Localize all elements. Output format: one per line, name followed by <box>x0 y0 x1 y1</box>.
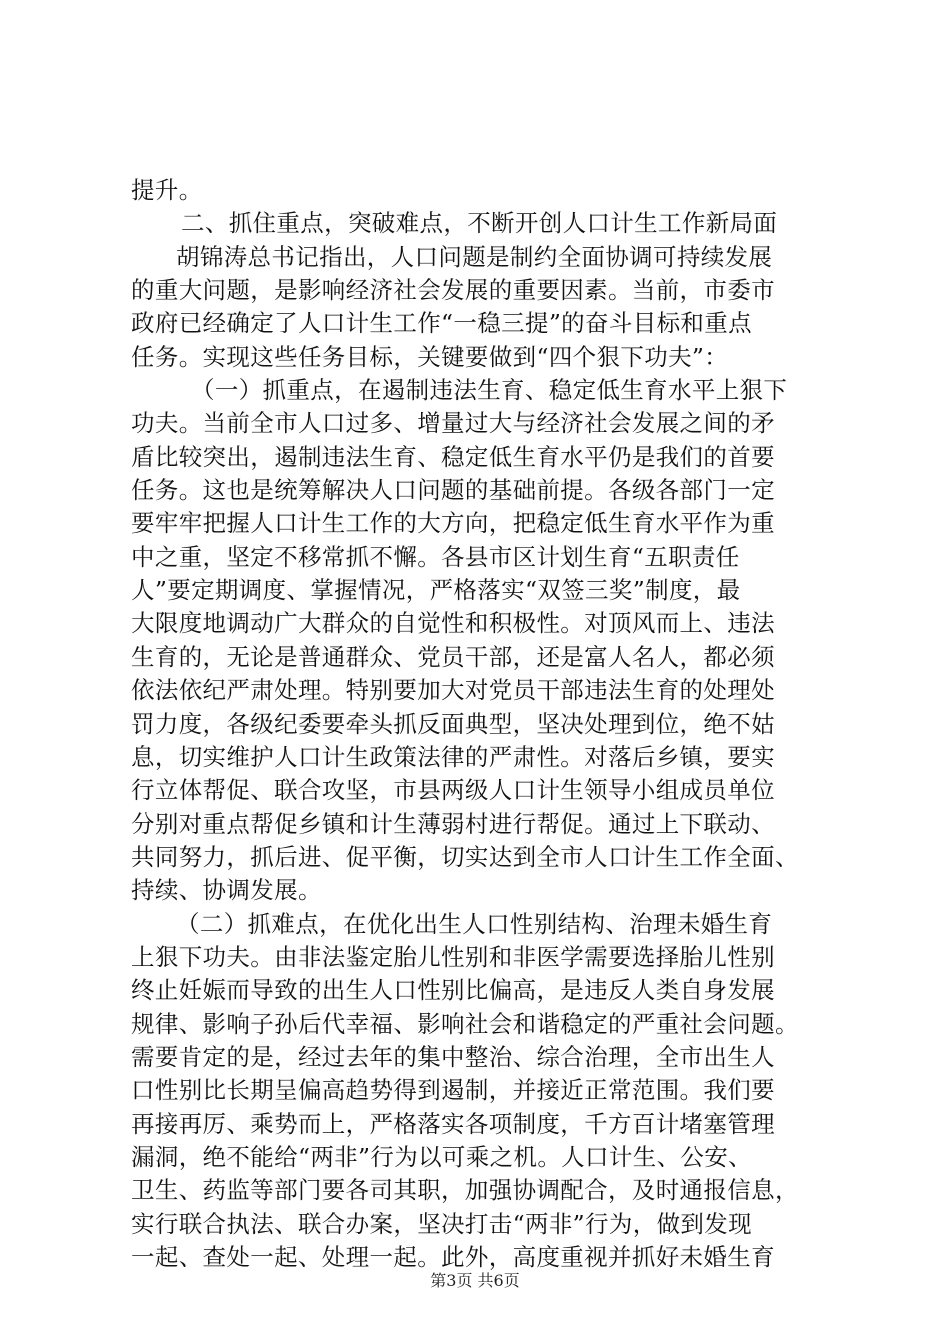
text-line: 中之重，坚定不移常抓不懈。各县市区计划生育“五职责任 <box>131 542 740 571</box>
body-text <box>131 174 831 1274</box>
text-line: 终止妊娠而导致的出生人口性别比偏高，是违反人类自身发展 <box>131 976 775 1005</box>
text-line: 息，切实维护人口计生政策法律的严肃性。对落后乡镇，要实 <box>131 742 775 771</box>
text-line: 任务。实现这些任务目标，关键要做到“四个狠下功夫”： <box>131 342 729 371</box>
text-line: 胡锦涛总书记指出，人口问题是制约全面协调可持续发展 <box>176 242 773 271</box>
text-line: 规律、影响子孙后代幸福、影响社会和谐稳定的严重社会问题。 <box>131 1009 799 1038</box>
text-line: 漏洞，绝不能给“两非”行为以可乘之机。人口计生、公安、 <box>131 1142 752 1171</box>
text-line: 行立体帮促、联合攻坚，市县两级人口计生领导小组成员单位 <box>131 776 775 805</box>
text-line: 提升。 <box>131 176 203 204</box>
text-line: 罚力度，各级纪委要牵头抓反面典型，坚决处理到位，绝不姑 <box>131 709 775 738</box>
text-line: 要牢牢把握人口计生工作的大方向，把稳定低生育水平作为重 <box>131 509 775 538</box>
subsection-heading: （一）抓重点，在遏制违法生育、稳定低生育水平上狠下 <box>191 376 788 405</box>
text-line: 的重大问题，是影响经济社会发展的重要因素。当前，市委市 <box>131 276 775 305</box>
text-line: 一起、查处一起、处理一起。此外，高度重视并抓好未婚生育 <box>131 1243 775 1271</box>
text-line: 再接再厉、乘势而上，严格落实各项制度，千方百计堵塞管理 <box>131 1109 775 1138</box>
text-line: 依法依纪严肃处理。特别要加大对党员干部违法生育的处理处 <box>131 676 775 705</box>
text-line: 上狠下功夫。由非法鉴定胎儿性别和非医学需要选择胎儿性别 <box>131 942 775 971</box>
text-line: 分别对重点帮促乡镇和计生薄弱村进行帮促。通过上下联动、 <box>131 809 775 838</box>
text-line: 盾比较突出，遏制违法生育、稳定低生育水平仍是我们的首要 <box>131 442 775 471</box>
text-line: 共同努力，抓后进、促平衡，切实达到全市人口计生工作全面、 <box>131 842 799 871</box>
text-line: 需要肯定的是，经过去年的集中整治、综合治理，全市出生人 <box>131 1042 775 1071</box>
text-line: 实行联合执法、联合办案，坚决打击“两非”行为，做到发现 <box>131 1209 752 1238</box>
text-line: 功夫。当前全市人口过多、增量过大与经济社会发展之间的矛 <box>131 409 775 438</box>
text-line: 生育的，无论是普通群众、党员干部，还是富人名人，都必须 <box>131 642 775 671</box>
text-line: 人”要定期调度、掌握情况，严格落实“双签三奖”制度，最 <box>131 576 741 605</box>
text-line: 大限度地调动广大群众的自觉性和积极性。对顶风而上、违法 <box>131 609 775 638</box>
text-line: 任务。这也是统筹解决人口问题的基础前提。各级各部门一定 <box>131 476 775 505</box>
text-line: 政府已经确定了人口计生工作“一稳三提”的奋斗目标和重点 <box>131 309 752 338</box>
subsection-heading: （二）抓难点，在优化出生人口性别结构、治理未婚生育 <box>176 909 773 938</box>
text-line: 持续、协调发展。 <box>131 876 322 905</box>
page-number-footer: 第3页 共6页 <box>430 1271 520 1290</box>
text-line: 口性别比长期呈偏高趋势得到遏制，并接近正常范围。我们要 <box>131 1076 775 1105</box>
section-heading: 二、抓住重点，突破难点，不断开创人口计生工作新局面 <box>181 209 778 238</box>
text-line: 卫生、药监等部门要各司其职，加强协调配合，及时通报信息， <box>131 1176 799 1205</box>
